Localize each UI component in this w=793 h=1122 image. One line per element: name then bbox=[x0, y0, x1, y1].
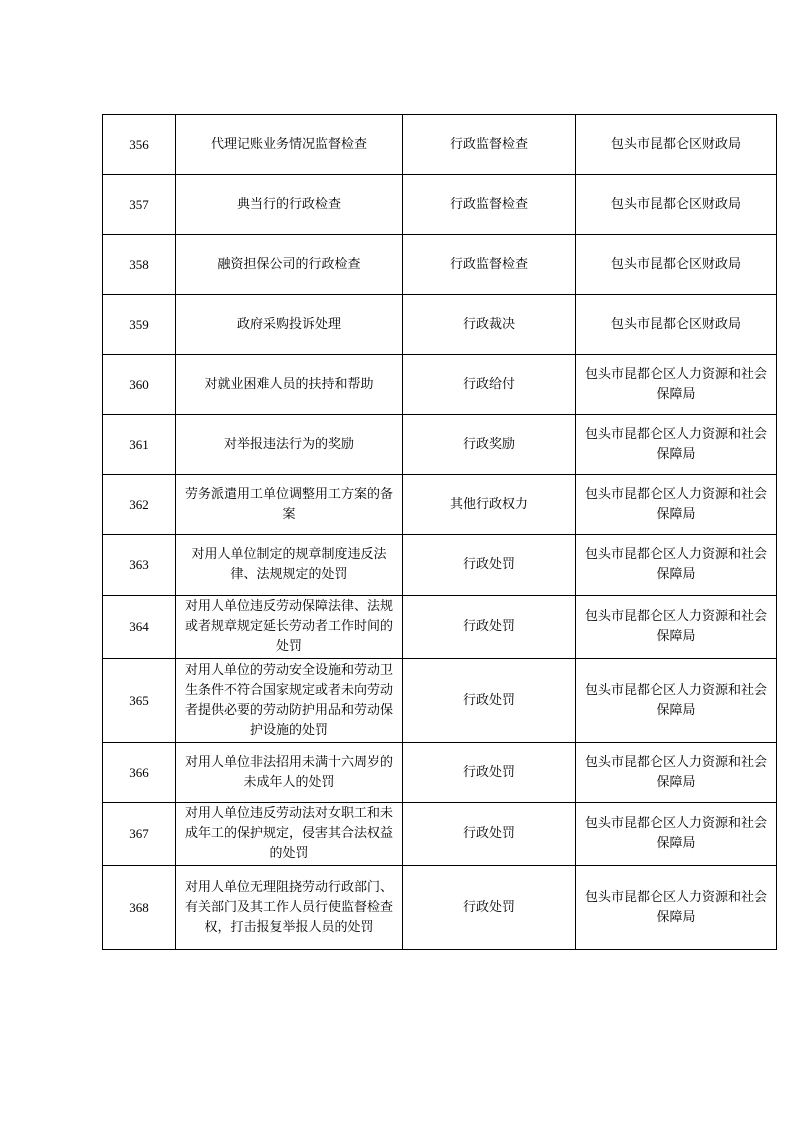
department-name: 包头市昆都仑区人力资源和社会保障局 bbox=[576, 355, 777, 415]
power-item-name: 政府采购投诉处理 bbox=[176, 295, 403, 355]
department-name: 包头市昆都仑区财政局 bbox=[576, 175, 777, 235]
department-name: 包头市昆都仑区人力资源和社会保障局 bbox=[576, 596, 777, 659]
power-item-name: 对举报违法行为的奖励 bbox=[176, 415, 403, 475]
row-number: 357 bbox=[103, 175, 176, 235]
power-item-name: 劳务派遣用工单位调整用工方案的备案 bbox=[176, 475, 403, 535]
power-type: 行政处罚 bbox=[403, 596, 576, 659]
power-type: 行政处罚 bbox=[403, 535, 576, 596]
department-name: 包头市昆都仑区财政局 bbox=[576, 115, 777, 175]
power-item-name: 对用人单位的劳动安全设施和劳动卫生条件不符合国家规定或者未向劳动者提供必要的劳动防护用品和劳动保护设施的处罚 bbox=[176, 659, 403, 743]
table-row bbox=[103, 535, 777, 596]
row-number: 361 bbox=[103, 415, 176, 475]
power-type: 行政处罚 bbox=[403, 803, 576, 866]
department-name: 包头市昆都仑区人力资源和社会保障局 bbox=[576, 415, 777, 475]
table-row bbox=[103, 415, 777, 475]
power-item-name: 融资担保公司的行政检查 bbox=[176, 235, 403, 295]
power-type: 行政给付 bbox=[403, 355, 576, 415]
department-name: 包头市昆都仑区人力资源和社会保障局 bbox=[576, 866, 777, 950]
power-type: 其他行政权力 bbox=[403, 475, 576, 535]
power-type: 行政监督检查 bbox=[403, 115, 576, 175]
table-row bbox=[103, 803, 777, 866]
power-item-name: 对用人单位违反劳动保障法律、法规或者规章规定延长劳动者工作时间的处罚 bbox=[176, 596, 403, 659]
table-row bbox=[103, 295, 777, 355]
power-item-name: 对就业困难人员的扶持和帮助 bbox=[176, 355, 403, 415]
row-number: 366 bbox=[103, 743, 176, 803]
power-type: 行政奖励 bbox=[403, 415, 576, 475]
power-type: 行政裁决 bbox=[403, 295, 576, 355]
power-type: 行政处罚 bbox=[403, 743, 576, 803]
table-row bbox=[103, 659, 777, 743]
row-number: 363 bbox=[103, 535, 176, 596]
power-item-name: 对用人单位无理阻挠劳动行政部门、有关部门及其工作人员行使监督检查权，打击报复举报人员的处罚 bbox=[176, 866, 403, 950]
row-number: 358 bbox=[103, 235, 176, 295]
row-number: 359 bbox=[103, 295, 176, 355]
department-name: 包头市昆都仑区人力资源和社会保障局 bbox=[576, 743, 777, 803]
power-item-name: 代理记账业务情况监督检查 bbox=[176, 115, 403, 175]
department-name: 包头市昆都仑区人力资源和社会保障局 bbox=[576, 659, 777, 743]
table-row bbox=[103, 115, 777, 175]
table-row bbox=[103, 175, 777, 235]
power-list-table bbox=[102, 114, 777, 950]
department-name: 包头市昆都仑区财政局 bbox=[576, 235, 777, 295]
department-name: 包头市昆都仑区财政局 bbox=[576, 295, 777, 355]
department-name: 包头市昆都仑区人力资源和社会保障局 bbox=[576, 475, 777, 535]
table-row bbox=[103, 475, 777, 535]
power-type: 行政监督检查 bbox=[403, 235, 576, 295]
row-number: 364 bbox=[103, 596, 176, 659]
power-item-name: 典当行的行政检查 bbox=[176, 175, 403, 235]
row-number: 362 bbox=[103, 475, 176, 535]
table-row bbox=[103, 743, 777, 803]
power-item-name: 对用人单位违反劳动法对女职工和未成年工的保护规定，侵害其合法权益的处罚 bbox=[176, 803, 403, 866]
table-row bbox=[103, 596, 777, 659]
table-row bbox=[103, 355, 777, 415]
table-row bbox=[103, 866, 777, 950]
power-type: 行政处罚 bbox=[403, 866, 576, 950]
row-number: 365 bbox=[103, 659, 176, 743]
row-number: 360 bbox=[103, 355, 176, 415]
department-name: 包头市昆都仑区人力资源和社会保障局 bbox=[576, 803, 777, 866]
row-number: 368 bbox=[103, 866, 176, 950]
power-item-name: 对用人单位非法招用未满十六周岁的未成年人的处罚 bbox=[176, 743, 403, 803]
table-row bbox=[103, 235, 777, 295]
power-type: 行政监督检查 bbox=[403, 175, 576, 235]
power-type: 行政处罚 bbox=[403, 659, 576, 743]
department-name: 包头市昆都仑区人力资源和社会保障局 bbox=[576, 535, 777, 596]
row-number: 356 bbox=[103, 115, 176, 175]
row-number: 367 bbox=[103, 803, 176, 866]
power-item-name: 对用人单位制定的规章制度违反法律、法规规定的处罚 bbox=[176, 535, 403, 596]
